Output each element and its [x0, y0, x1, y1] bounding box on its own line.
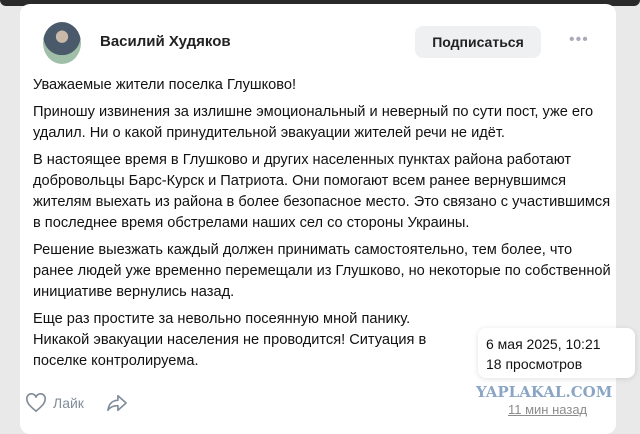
post-date-tooltip	[478, 328, 635, 378]
post-paragraph: Приношу извинения за излишне эмоциональный и неверный по сути пост, уже его удалил. Ни о какой принудительной эвакуации жителей речи не идёт.	[33, 104, 594, 141]
like-label: Лайк	[53, 395, 84, 411]
time-ago-link[interactable]: 11 мин назад	[508, 402, 588, 417]
share-icon[interactable]	[106, 393, 128, 413]
subscribe-button[interactable]: Подписаться	[415, 26, 541, 58]
author-avatar[interactable]	[43, 22, 81, 64]
post-paragraph: Уважаемые жители поселка Глушково!	[33, 77, 296, 93]
post-actions	[25, 393, 128, 413]
post-date: 6 мая 2025, 10:21	[486, 336, 601, 352]
post-paragraph: Еще раз простите за невольно посеянную мной панику. Никакой эвакуации населения не проводится! Ситуация в поселке контролируема.	[33, 311, 427, 369]
like-button[interactable]	[25, 393, 84, 413]
post-views: 18 просмотров	[486, 356, 583, 372]
watermark: YAPLAKAL.COM	[476, 383, 613, 401]
author-name[interactable]: Василий Худяков	[100, 33, 231, 50]
post-paragraph: Решение выезжать каждый должен принимать самостоятельно, тем более, что ранее людей уже временно перемещали из Глушково, но некоторые по собственной инициативе вернулись назад.	[33, 242, 611, 300]
post-paragraph: В настоящее время в Глушково и других населенных пунктах района работают добровольцы Барс-Курск и Патриота. Они помогают всем ранее вернувшимся жителям выехать из района в более безопасное место. Это связано с участившимся в последнее время обстрелами наших сел со стороны Украины.	[33, 152, 611, 231]
more-options-icon[interactable]: •••	[569, 31, 589, 48]
heart-icon	[25, 393, 47, 413]
